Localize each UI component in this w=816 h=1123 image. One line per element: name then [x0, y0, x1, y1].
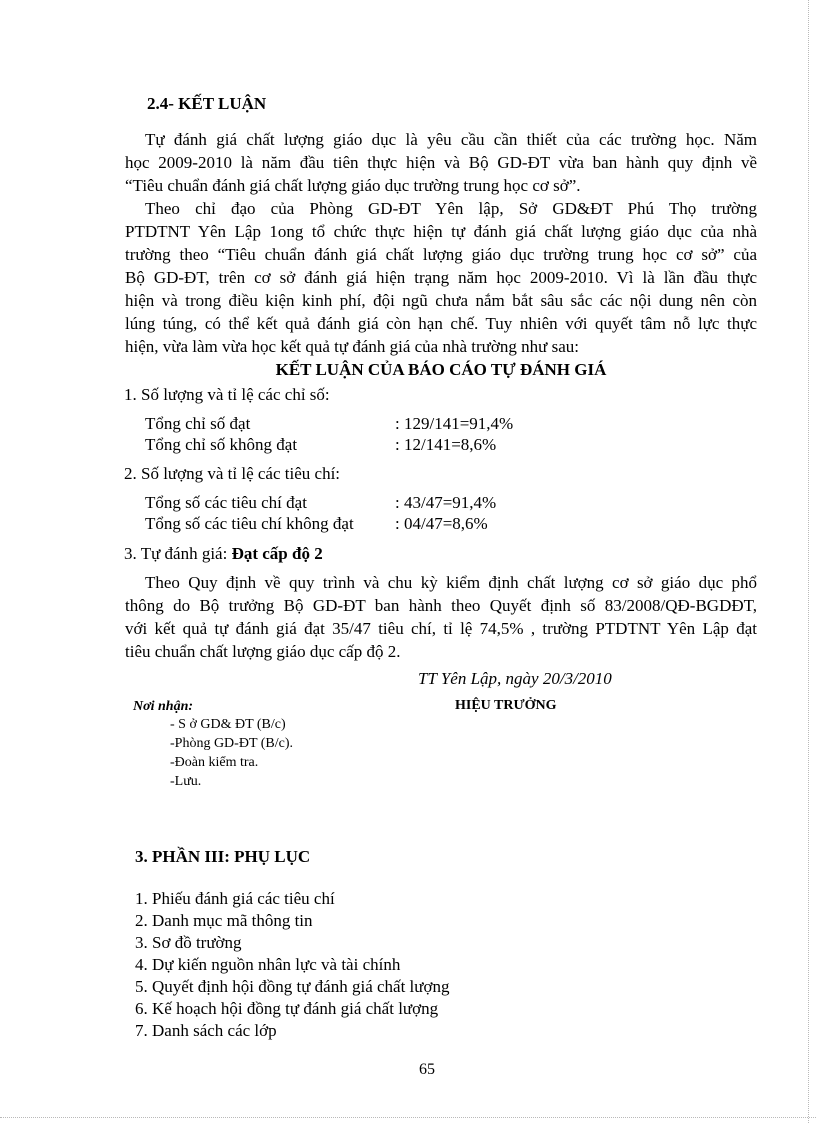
- appendix-item: 1. Phiếu đánh giá các tiêu chí: [135, 889, 335, 908]
- self-assessment-line: [124, 542, 323, 565]
- paragraph-line: với kết quả tự đánh giá đạt 35/47 tiêu chí, tỉ lệ 74,5% , trường PTDTNT Yên Lập đạt: [125, 619, 757, 638]
- self-assessment-result: Đạt cấp độ 2: [231, 544, 323, 563]
- indicator-heading: 1. Số lượng và tỉ lệ các chỉ số:: [124, 385, 330, 404]
- paragraph-line: Bộ GD-ĐT, trên cơ sở đánh giá hiện trạng năm học 2009-2010. Vì là lần đầu thực: [125, 268, 757, 287]
- paragraph-line: “Tiêu chuẩn đánh giá chất lượng giáo dục trường trung học cơ sở”.: [125, 176, 581, 195]
- paragraph-line: hiện và trong điều kiện kinh phí, đội ngũ chưa nắm bắt sâu sắc các nội dung nên còn: [125, 291, 757, 310]
- paragraph-line: hiện, vừa làm vừa học kết quả tự đánh giá của nhà trường như sau:: [125, 337, 579, 356]
- indicator-label: Tổng chỉ số đạt: [145, 414, 251, 433]
- paragraph-line: lúng túng, có thể kết quả đánh giá còn hạn chế. Tuy nhiên với quyết tâm nỗ lực thực: [125, 314, 757, 333]
- indicator-value: : 12/141=8,6%: [395, 435, 497, 454]
- indicator-value: : 129/141=91,4%: [395, 414, 514, 433]
- paragraph-line: Theo Quy định về quy trình và chu kỳ kiểm định chất lượng cơ sở giáo dục phổ: [145, 573, 757, 592]
- appendix-item: 2. Danh mục mã thông tin: [135, 911, 313, 930]
- indicator-label: Tổng chỉ số không đạt: [145, 435, 298, 454]
- place-date: TT Yên Lập, ngày 20/3/2010: [418, 669, 612, 688]
- page-number: 65: [419, 1061, 435, 1078]
- signature-title: HIỆU TRƯỞNG: [455, 698, 557, 713]
- criteria-label: Tổng số các tiêu chí không đạt: [145, 514, 354, 533]
- crop-mark-horizontal: [0, 1117, 816, 1118]
- appendix-item: 4. Dự kiến nguồn nhân lực và tài chính: [135, 955, 401, 974]
- appendix-title: 3. PHẦN III: PHỤ LỤC: [135, 847, 311, 866]
- section-title: 2.4- KẾT LUẬN: [147, 94, 267, 113]
- criteria-value: : 43/47=91,4%: [395, 493, 497, 512]
- criteria-heading: 2. Số lượng và tỉ lệ các tiêu chí:: [124, 464, 341, 483]
- paragraph-line: trường theo “Tiêu chuẩn đánh giá chất lượng giáo dục trường trung học cơ sở” của: [125, 245, 757, 264]
- paragraph-line: Tự đánh giá chất lượng giáo dục là yêu cầu cần thiết của các trường học. Năm: [145, 130, 757, 149]
- criteria-value: : 04/47=8,6%: [395, 514, 488, 533]
- paragraph-line: thông do Bộ trưởng Bộ GD-ĐT ban hành theo Quyết định số 83/2008/QĐ-BGDĐT,: [125, 596, 757, 615]
- recipient-item: -Phòng GD-ĐT (B/c).: [170, 736, 294, 751]
- recipient-item: - S ở GD& ĐT (B/c): [170, 717, 286, 732]
- recipient-item: -Đoàn kiểm tra.: [170, 755, 259, 770]
- paragraph-line: tiêu chuẩn chất lượng giáo dục cấp độ 2.: [125, 642, 401, 661]
- appendix-item: 5. Quyết định hội đồng tự đánh giá chất lượng: [135, 977, 450, 996]
- paragraph-line: học 2009-2010 là năm đầu tiên thực hiện và Bộ GD-ĐT vừa ban hành quy định về: [125, 153, 757, 172]
- paragraph-line: Theo chỉ đạo của Phòng GD-ĐT Yên lập, Sở GD&ĐT Phú Thọ trường: [145, 199, 757, 218]
- crop-mark-vertical: [808, 0, 809, 1123]
- paragraph-line: PTDTNT Yên Lập 1ong tổ chức thực hiện tự đánh giá chất lượng giáo dục của nhà: [125, 222, 757, 241]
- recipient-item: -Lưu.: [170, 774, 202, 789]
- criteria-label: Tổng số các tiêu chí đạt: [145, 493, 307, 512]
- appendix-item: 7. Danh sách các lớp: [135, 1021, 277, 1040]
- appendix-item: 6. Kế hoạch hội đồng tự đánh giá chất lượng: [135, 999, 439, 1018]
- appendix-item: 3. Sơ đồ trường: [135, 933, 242, 952]
- recipients-heading: Nơi nhận:: [133, 699, 194, 714]
- report-title: KẾT LUẬN CỦA BÁO CÁO TỰ ĐÁNH GIÁ: [275, 360, 607, 379]
- self-assessment-label: 3. Tự đánh giá:: [124, 544, 232, 563]
